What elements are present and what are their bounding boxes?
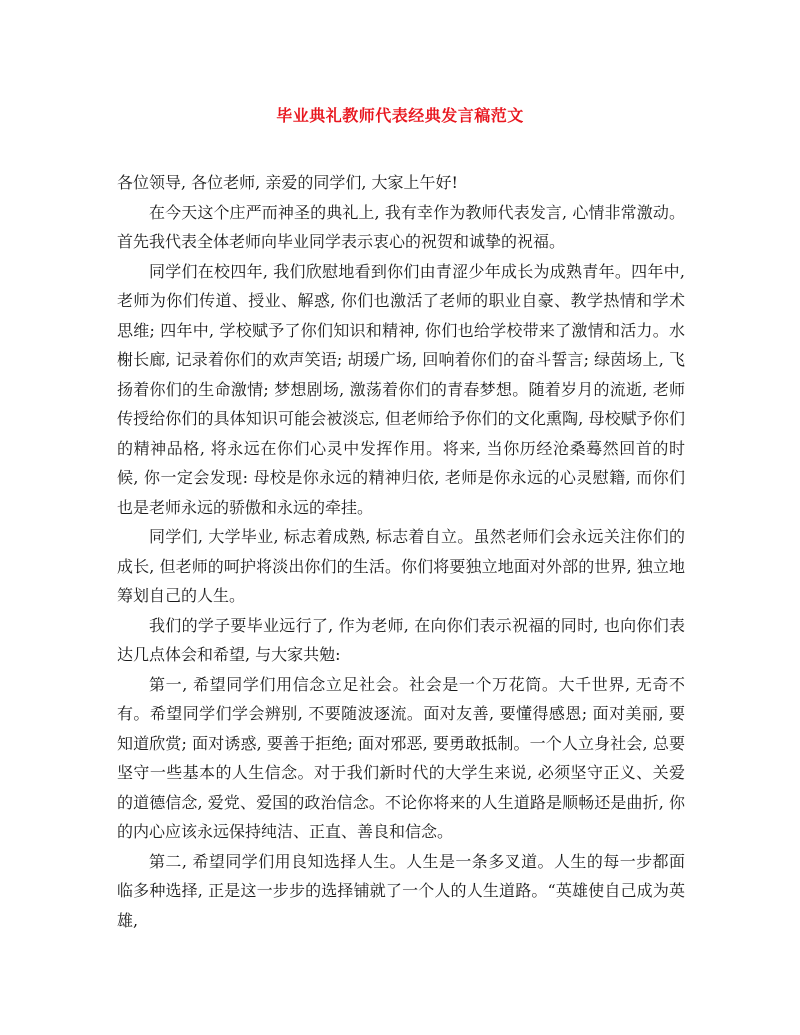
document-body	[117, 168, 685, 935]
body-paragraph-5: 第一, 希望同学们用信念立足社会。社会是一个万花筒。大千世界, 无奇不有。希望同学们学会辨别, 不要随波逐流。面对友善, 要懂得感恩; 面对美丽, 要知道欣赏; 面对诱惑, 要善于拒绝; 面对邪恶, 要勇敢抵制。一个人立身社会, 总要坚守一些基本的人生信念。对于我们新时代的大学生来说, 必须坚守正义、关爱的道德信念, 爱党、爱国的政治信念。不论你将来的人生道路是顺畅还是曲折, 你的内心应该永远保持纯洁、正直、善良和信念。	[117, 674, 685, 841]
body-paragraph-6: 第二, 希望同学们用良知选择人生。人生是一条多叉道。人生的每一步都面临多种选择, 正是这一步步的选择铺就了一个人的人生道路。“英雄使自己成为英雄,	[117, 851, 685, 930]
body-paragraph-1: 在今天这个庄严而神圣的典礼上, 我有幸作为教师代表发言, 心情非常激动。首先我代表全体老师向毕业同学表示衷心的祝贺和诚挚的祝福。	[117, 202, 685, 251]
greeting-paragraph: 各位领导, 各位老师, 亲爱的同学们, 大家上午好!	[117, 173, 458, 192]
document-title: 毕业典礼教师代表经典发言稿范文	[276, 106, 524, 125]
body-paragraph-4: 我们的学子要毕业远行了, 作为老师, 在向你们表示祝福的同时, 也向你们表达几点体会和希望, 与大家共勉:	[117, 615, 685, 664]
body-paragraph-2: 同学们在校四年, 我们欣慰地看到你们由青涩少年成长为成熟青年。四年中, 老师为你们传道、授业、解惑, 你们也激活了老师的职业自豪、教学热情和学术思维; 四年中, 学校赋予了你们知识和精神, 你们也给学校带来了激情和活力。水榭长廊, 记录着你们的欢声笑语; 胡瑗广场, 回响着你们的奋斗誓言; 绿茵场上, 飞扬着你们的生命激情; 梦想剧场, 激荡着你们的青春梦想。随着岁月的流逝, 老师传授给你们的具体知识可能会被淡忘, 但老师给予你们的文化熏陶, 母校赋予你们的精神品格, 将永远在你们心灵中发挥作用。将来, 当你历经沧桑蓦然回首的时候, 你一定会发现: 母校是你永远的精神归依, 老师是你永远的心灵慰籍, 而你们也是老师永远的骄傲和永远的牵挂。	[117, 261, 685, 517]
body-paragraph-3: 同学们, 大学毕业, 标志着成熟, 标志着自立。虽然老师们会永远关注你们的成长, 但老师的呵护将淡出你们的生活。你们将要独立地面对外部的世界, 独立地筹划自己的人生。	[117, 527, 685, 605]
